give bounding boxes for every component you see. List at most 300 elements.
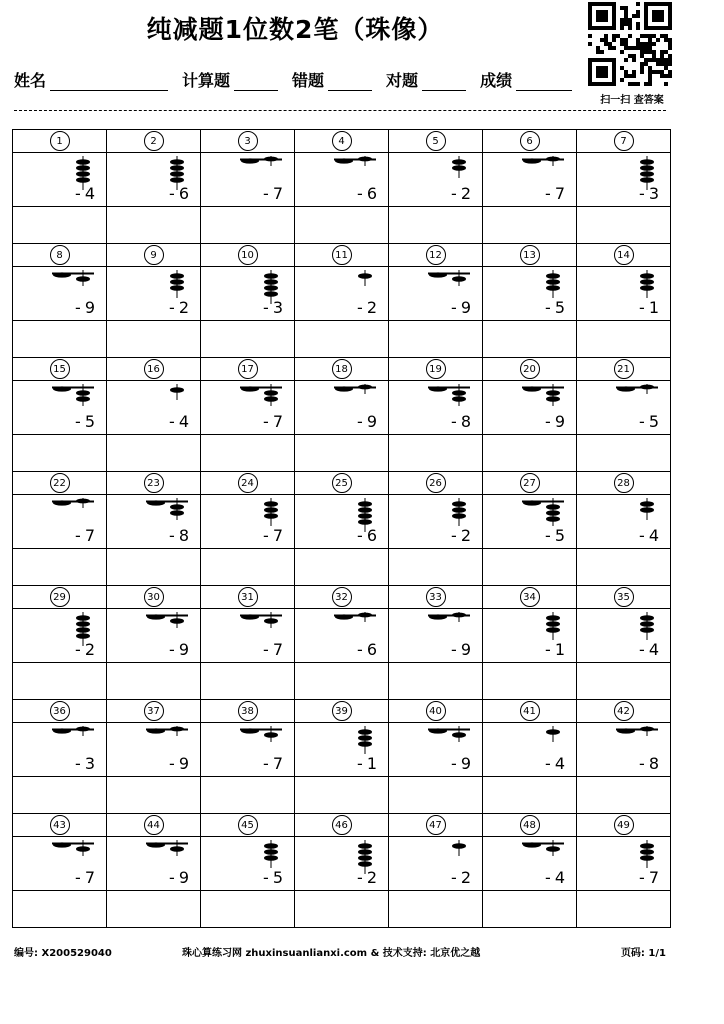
problem-cell: [295, 837, 389, 891]
problem-cell: [107, 837, 201, 891]
answer-cell[interactable]: [201, 207, 295, 244]
problem-number: 23: [144, 473, 164, 493]
answer-cell[interactable]: [577, 549, 671, 586]
problem-number-cell: [577, 244, 671, 267]
problem-number-cell: [577, 130, 671, 153]
problem-cell: [107, 495, 201, 549]
answer-cell[interactable]: [389, 891, 483, 928]
abacus-bead-icon: [240, 156, 282, 166]
answer-cell[interactable]: [577, 321, 671, 358]
answer-cell[interactable]: [483, 321, 577, 358]
answer-cell[interactable]: [107, 207, 201, 244]
problem-number: 44: [144, 815, 164, 835]
problem-number-cell: [389, 586, 483, 609]
subtrahend: -4: [545, 868, 569, 887]
problem-number: 15: [50, 359, 70, 379]
answer-cell[interactable]: [389, 321, 483, 358]
subtrahend: -6: [169, 184, 193, 203]
problem-number: 41: [520, 701, 540, 721]
abacus-bead-icon: [636, 270, 658, 298]
problem-number-cell: [483, 700, 577, 723]
abacus-bead-icon: [334, 156, 376, 166]
problem-cell: [201, 495, 295, 549]
problem-cell: [389, 495, 483, 549]
problem-number-cell: [13, 814, 107, 837]
problem-cell: [577, 609, 671, 663]
problem-cell: [201, 267, 295, 321]
subtrahend: -7: [263, 640, 287, 659]
subtrahend: -2: [357, 868, 381, 887]
problem-number: 22: [50, 473, 70, 493]
abacus-bead-icon: [522, 498, 564, 526]
problem-number: 25: [332, 473, 352, 493]
problem-cell: [577, 153, 671, 207]
problem-cell: [13, 609, 107, 663]
problem-number: 40: [426, 701, 446, 721]
answer-cell[interactable]: [577, 891, 671, 928]
answer-cell[interactable]: [201, 663, 295, 700]
abacus-bead-icon: [240, 612, 282, 628]
problem-number-cell: [13, 358, 107, 381]
subtrahend: -2: [451, 868, 475, 887]
answer-cell[interactable]: [13, 891, 107, 928]
abacus-bead-icon: [334, 384, 376, 394]
problem-number: 35: [614, 587, 634, 607]
field-blank-input[interactable]: [422, 72, 466, 91]
abacus-bead-icon: [334, 612, 376, 622]
answer-cell[interactable]: [107, 321, 201, 358]
problem-number-cell: [483, 130, 577, 153]
problem-cell: [13, 153, 107, 207]
subtrahend: -5: [545, 298, 569, 317]
problem-number: 5: [426, 131, 446, 151]
problem-number: 6: [520, 131, 540, 151]
problem-cell: [577, 381, 671, 435]
problem-number-cell: [295, 358, 389, 381]
problem-cell: [201, 837, 295, 891]
subtrahend: -4: [639, 526, 663, 545]
problem-number-cell: [295, 244, 389, 267]
problem-cell: [295, 723, 389, 777]
answer-cell[interactable]: [201, 435, 295, 472]
abacus-bead-icon: [166, 384, 188, 400]
subtrahend: -2: [169, 298, 193, 317]
problem-number-cell: [201, 700, 295, 723]
field-blank-input[interactable]: [50, 72, 168, 91]
problem-number: 42: [614, 701, 634, 721]
answer-cell[interactable]: [13, 549, 107, 586]
answer-cell[interactable]: [107, 891, 201, 928]
field-label: 姓名: [14, 71, 47, 90]
problem-number: 1: [50, 131, 70, 151]
problem-cell: [577, 723, 671, 777]
answer-cell[interactable]: [389, 207, 483, 244]
problem-cell: [295, 609, 389, 663]
subtrahend: -2: [75, 640, 99, 659]
answer-cell[interactable]: [483, 207, 577, 244]
problem-number: 48: [520, 815, 540, 835]
abacus-bead-icon: [522, 384, 564, 406]
problem-number: 26: [426, 473, 446, 493]
field-blank-input[interactable]: [516, 72, 572, 91]
problem-number-cell: [483, 586, 577, 609]
problem-cell: [13, 267, 107, 321]
problem-cell: [483, 267, 577, 321]
subtrahend: -5: [75, 412, 99, 431]
problem-number: 24: [238, 473, 258, 493]
problem-number-cell: [295, 814, 389, 837]
subtrahend: -2: [451, 184, 475, 203]
answer-cell[interactable]: [389, 777, 483, 814]
answer-cell[interactable]: [577, 207, 671, 244]
problem-cell: [389, 837, 483, 891]
abacus-bead-icon: [448, 840, 470, 856]
problem-number-cell: [483, 358, 577, 381]
problem-number-cell: [201, 358, 295, 381]
field-blank-input[interactable]: [234, 72, 278, 91]
answer-cell[interactable]: [483, 549, 577, 586]
answer-cell[interactable]: [483, 663, 577, 700]
problem-cell: [483, 723, 577, 777]
answer-cell[interactable]: [107, 663, 201, 700]
problem-number-cell: [295, 586, 389, 609]
problem-cell: [201, 609, 295, 663]
abacus-bead-icon: [636, 840, 658, 868]
answer-cell[interactable]: [13, 207, 107, 244]
subtrahend: -8: [451, 412, 475, 431]
answer-cell[interactable]: [13, 663, 107, 700]
dashed-cut-line: [14, 110, 666, 111]
problem-cell: [577, 267, 671, 321]
abacus-bead-icon: [52, 498, 94, 508]
problem-number: 30: [144, 587, 164, 607]
problem-number-cell: [577, 472, 671, 495]
abacus-bead-icon: [542, 270, 564, 298]
subtrahend: -1: [639, 298, 663, 317]
abacus-bead-icon: [146, 498, 188, 520]
problem-number-cell: [577, 814, 671, 837]
problem-number-cell: [201, 814, 295, 837]
page-title: 纯减题1位数2笔（珠像）: [146, 15, 444, 44]
subtrahend: -5: [639, 412, 663, 431]
problem-cell: [107, 267, 201, 321]
problem-number: 2: [144, 131, 164, 151]
abacus-bead-icon: [52, 384, 94, 406]
subtrahend: -9: [75, 298, 99, 317]
problem-number: 11: [332, 245, 352, 265]
subtrahend: -9: [451, 298, 475, 317]
problem-number: 10: [238, 245, 258, 265]
subtrahend: -4: [75, 184, 99, 203]
problem-number-cell: [389, 244, 483, 267]
field-label: 对题: [386, 71, 419, 90]
subtrahend: -6: [357, 184, 381, 203]
problem-cell: [389, 723, 483, 777]
problem-number: 12: [426, 245, 446, 265]
problem-number: 32: [332, 587, 352, 607]
subtrahend: -4: [169, 412, 193, 431]
answer-cell[interactable]: [483, 435, 577, 472]
subtrahend: -4: [545, 754, 569, 773]
footer-site: 珠心算练习网 zhuxinsuanlianxi.com & 技术支持: 北京优之越: [182, 948, 481, 959]
problem-number-cell: [577, 586, 671, 609]
answer-cell[interactable]: [107, 549, 201, 586]
subtrahend: -1: [357, 754, 381, 773]
footer-code: 编号: X200529040: [14, 948, 112, 959]
abacus-bead-icon: [354, 270, 376, 286]
abacus-bead-icon: [636, 612, 658, 640]
subtrahend: -5: [263, 868, 287, 887]
abacus-bead-icon: [240, 384, 282, 406]
answer-cell[interactable]: [201, 549, 295, 586]
problem-number: 3: [238, 131, 258, 151]
answer-cell[interactable]: [295, 207, 389, 244]
answer-cell[interactable]: [577, 777, 671, 814]
answer-cell[interactable]: [13, 435, 107, 472]
problem-cell: [107, 723, 201, 777]
subtrahend: -4: [639, 640, 663, 659]
problem-number-cell: [389, 472, 483, 495]
abacus-bead-icon: [354, 726, 376, 754]
problem-grid: [12, 129, 671, 928]
footer-page-number: 页码: 1/1: [620, 948, 666, 959]
problem-number: 19: [426, 359, 446, 379]
abacus-bead-icon: [448, 498, 470, 526]
field-label: 成绩: [480, 71, 513, 90]
problem-cell: [201, 381, 295, 435]
problem-number-cell: [107, 586, 201, 609]
answer-cell[interactable]: [295, 663, 389, 700]
qr-code-icon: [588, 2, 672, 86]
subtrahend: -8: [639, 754, 663, 773]
problem-number-cell: [295, 700, 389, 723]
problem-number-cell: [13, 472, 107, 495]
abacus-bead-icon: [542, 726, 564, 742]
answer-cell[interactable]: [483, 777, 577, 814]
subtrahend: -7: [639, 868, 663, 887]
subtrahend: -9: [545, 412, 569, 431]
answer-cell[interactable]: [201, 321, 295, 358]
problem-number-cell: [295, 130, 389, 153]
answer-cell[interactable]: [295, 777, 389, 814]
problem-number-cell: [107, 700, 201, 723]
abacus-bead-icon: [260, 498, 282, 526]
problem-cell: [295, 267, 389, 321]
problem-number: 9: [144, 245, 164, 265]
answer-cell[interactable]: [107, 777, 201, 814]
problem-number-cell: [201, 244, 295, 267]
problem-number-cell: [389, 130, 483, 153]
problem-number-cell: [13, 244, 107, 267]
answer-cell[interactable]: [295, 321, 389, 358]
abacus-bead-icon: [428, 612, 470, 622]
problem-cell: [13, 495, 107, 549]
problem-cell: [483, 153, 577, 207]
problem-number: 43: [50, 815, 70, 835]
subtrahend: -6: [357, 526, 381, 545]
problem-number-cell: [483, 814, 577, 837]
problem-cell: [389, 267, 483, 321]
abacus-bead-icon: [52, 270, 94, 286]
problem-number-cell: [389, 814, 483, 837]
field-blank-input[interactable]: [328, 72, 372, 91]
subtrahend: -7: [75, 526, 99, 545]
problem-number: 21: [614, 359, 634, 379]
problem-cell: [201, 723, 295, 777]
problem-cell: [483, 609, 577, 663]
answer-cell[interactable]: [389, 549, 483, 586]
qr-caption: 扫一扫 查答案: [600, 95, 664, 106]
problem-number-cell: [201, 472, 295, 495]
subtrahend: -3: [639, 184, 663, 203]
problem-number: 33: [426, 587, 446, 607]
abacus-bead-icon: [52, 840, 94, 856]
problem-cell: [107, 609, 201, 663]
problem-number: 31: [238, 587, 258, 607]
problem-number-cell: [483, 244, 577, 267]
problem-number-cell: [577, 700, 671, 723]
problem-number: 16: [144, 359, 164, 379]
subtrahend: -1: [545, 640, 569, 659]
problem-number: 17: [238, 359, 258, 379]
problem-number: 18: [332, 359, 352, 379]
subtrahend: -7: [263, 412, 287, 431]
subtrahend: -7: [263, 526, 287, 545]
subtrahend: -3: [263, 298, 287, 317]
problem-number: 28: [614, 473, 634, 493]
subtrahend: -9: [169, 754, 193, 773]
answer-cell[interactable]: [107, 435, 201, 472]
problem-number-cell: [107, 130, 201, 153]
abacus-bead-icon: [616, 384, 658, 394]
problem-cell: [13, 723, 107, 777]
problem-cell: [389, 153, 483, 207]
subtrahend: -3: [75, 754, 99, 773]
field-label: 错题: [292, 71, 325, 90]
problem-cell: [577, 495, 671, 549]
problem-cell: [295, 153, 389, 207]
problem-number: 8: [50, 245, 70, 265]
abacus-bead-icon: [260, 840, 282, 868]
problem-number-cell: [295, 472, 389, 495]
problem-number-cell: [577, 358, 671, 381]
abacus-bead-icon: [522, 156, 564, 166]
problem-number-cell: [107, 814, 201, 837]
subtrahend: -9: [451, 754, 475, 773]
problem-number: 13: [520, 245, 540, 265]
problem-cell: [201, 153, 295, 207]
answer-cell[interactable]: [295, 435, 389, 472]
problem-number: 38: [238, 701, 258, 721]
abacus-bead-icon: [166, 270, 188, 298]
problem-number: 14: [614, 245, 634, 265]
subtrahend: -9: [357, 412, 381, 431]
problem-number: 7: [614, 131, 634, 151]
problem-number-cell: [107, 244, 201, 267]
abacus-bead-icon: [616, 726, 658, 736]
problem-number: 45: [238, 815, 258, 835]
abacus-bead-icon: [146, 840, 188, 856]
abacus-bead-icon: [146, 612, 188, 628]
problem-number: 29: [50, 587, 70, 607]
problem-number: 36: [50, 701, 70, 721]
subtrahend: -9: [169, 640, 193, 659]
answer-cell[interactable]: [13, 777, 107, 814]
subtrahend: -7: [263, 184, 287, 203]
answer-cell[interactable]: [295, 891, 389, 928]
subtrahend: -5: [545, 526, 569, 545]
problem-number: 20: [520, 359, 540, 379]
problem-number-cell: [107, 358, 201, 381]
problem-number-cell: [389, 358, 483, 381]
abacus-bead-icon: [522, 840, 564, 856]
abacus-bead-icon: [146, 726, 188, 736]
problem-cell: [389, 609, 483, 663]
subtrahend: -8: [169, 526, 193, 545]
problem-cell: [483, 381, 577, 435]
answer-cell[interactable]: [577, 663, 671, 700]
answer-cell[interactable]: [483, 891, 577, 928]
answer-cell[interactable]: [389, 663, 483, 700]
field-label: 计算题: [182, 71, 231, 90]
problem-number: 39: [332, 701, 352, 721]
problem-number-cell: [389, 700, 483, 723]
subtrahend: -2: [451, 526, 475, 545]
problem-cell: [13, 381, 107, 435]
problem-number-cell: [13, 130, 107, 153]
problem-number: 49: [614, 815, 634, 835]
problem-cell: [577, 837, 671, 891]
subtrahend: -2: [357, 298, 381, 317]
problem-number: 47: [426, 815, 446, 835]
subtrahend: -7: [545, 184, 569, 203]
answer-cell[interactable]: [577, 435, 671, 472]
problem-number: 4: [332, 131, 352, 151]
abacus-bead-icon: [542, 612, 564, 640]
problem-number-cell: [13, 586, 107, 609]
abacus-bead-icon: [52, 726, 94, 736]
answer-cell[interactable]: [201, 891, 295, 928]
abacus-bead-icon: [636, 498, 658, 520]
problem-number-cell: [483, 472, 577, 495]
problem-number: 27: [520, 473, 540, 493]
problem-number: 37: [144, 701, 164, 721]
abacus-bead-icon: [240, 726, 282, 742]
problem-cell: [107, 153, 201, 207]
problem-cell: [389, 381, 483, 435]
problem-number-cell: [201, 586, 295, 609]
problem-number: 46: [332, 815, 352, 835]
problem-number: 34: [520, 587, 540, 607]
answer-cell[interactable]: [201, 777, 295, 814]
student-info-row: [14, 68, 586, 91]
answer-cell[interactable]: [295, 549, 389, 586]
problem-cell: [295, 495, 389, 549]
problem-cell: [483, 837, 577, 891]
problem-number-cell: [13, 700, 107, 723]
problem-cell: [13, 837, 107, 891]
subtrahend: -9: [451, 640, 475, 659]
abacus-bead-icon: [448, 156, 470, 178]
abacus-bead-icon: [428, 384, 470, 406]
problem-number-cell: [107, 472, 201, 495]
subtrahend: -7: [263, 754, 287, 773]
answer-cell[interactable]: [13, 321, 107, 358]
problem-cell: [295, 381, 389, 435]
subtrahend: -7: [75, 868, 99, 887]
answer-cell[interactable]: [389, 435, 483, 472]
problem-cell: [483, 495, 577, 549]
